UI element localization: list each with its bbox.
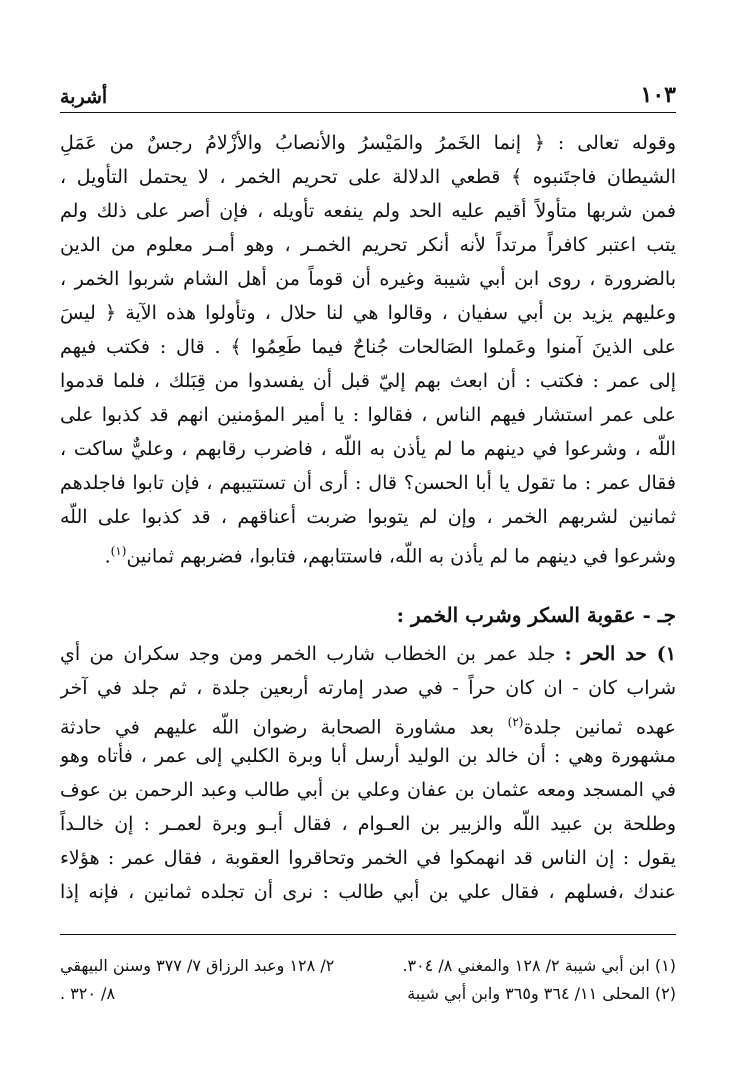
text-line: عندك ،فسلهم ، فقال علي بن أبي طالب : نرى أن تجلده ثمانين ، فإنه إذا [60, 881, 676, 903]
text-line [60, 705, 676, 739]
main-paragraph [60, 126, 676, 568]
text-line [60, 637, 676, 671]
text-line: وعليهم يزيد بن أبي سفيان ، وقالوا هي لنا حلال ، وتأولوا هذه الآية ﴿ ليسَ [60, 302, 676, 324]
text-line: شراب كان - ان كان حراً - في صدر إمارته أربعين جلدة ، ثم جلد في آخر [60, 677, 676, 699]
text-line-last [60, 534, 676, 568]
footnote-row [60, 980, 676, 1008]
text-line: يقول : إن الناس قد انهمكوا في الخمر وتحاقروا العقوبة ، فقال عمر : هؤلاء [60, 847, 676, 869]
text-line: ثمانين لشربهم الخمر ، وإن لم يتوبوا ضربت أعناقهم ، قد كذبوا على اللّه [60, 506, 676, 528]
text-line-content: جلد عمر بن الخطاب شارب الخمر ومن وجد سكران من أي [60, 643, 565, 665]
sub-paragraph [60, 637, 676, 909]
footnote-row [60, 952, 676, 980]
text-line: الشيطان فاجتَنبوه ﴾ قطعي الدلالة على تحريم الخمر ، لا يحتمل التأويل ، [60, 166, 676, 188]
text-line: في المسجد ومعه عثمان بن عفان وعلي بن أبي طالب وعبد الرحمن بن عوف [60, 779, 676, 801]
text-line-content: عهده ثمانين جلدة [523, 716, 676, 739]
text-line: إلى عمر : فكتب : أن ابعث بهم إليّ قبل أن يفسدوا من قِبَلك ، فلما قدموا [60, 370, 676, 392]
footnote-ref: (١) [110, 544, 127, 558]
footnote-divider [60, 934, 676, 935]
running-title: أشربة [60, 86, 108, 108]
text-line: وطلحة بن عبيد اللّه والزبير بن العـوام ، فقال أبـو وبرة لعمـر : إن خالـداً [60, 813, 676, 835]
text-line: بالضرورة ، روى ابن أبي شيبة وغيره أن قوماً من أهل الشام شربوا الخمر ، [60, 268, 676, 290]
footnote-2: (٢) المحلى ١١/ ٣٦٤ و٣٦٥ وابن أبي شيبة [407, 984, 676, 1003]
text-line: وقوله تعالى : ﴿ إنما الخَمرُ والمَيْسرُ والأنصابُ والأزْلامُ رجسٌ من عَمَلِ [60, 132, 676, 154]
text-line-content: وشرعوا في دينهم ما لم يأذن به اللّه، فاستتابهم، فتابوا، فضربهم ثمانين [126, 545, 676, 568]
text-line-content: بعد مشاورة الصحابة رضوان اللّه عليهم في حادثة [60, 716, 508, 739]
text-line: يتب اعتبر كافراً مرتداً لأنه أنكر تحريم الخمـر ، وهو أمـر معلوم من الدين [60, 234, 676, 256]
text-line: على الذينَ آمنوا وعَملوا الصَالحات جُناحٌ فيما طَعِمُوا ﴾ . قال : فكتب فيهم [60, 336, 676, 358]
footnote-continuation: ٢/ ١٢٨ وعبد الرزاق ٧/ ٣٧٧ وسنن البيهقي [60, 956, 335, 975]
sentence-end: . [104, 545, 111, 568]
text-line: فقال عمر : ما تقول يا أبا الحسن؟ قال : أرى أن تستتيبهم ، فإن تابوا فاجلدهم [60, 472, 676, 494]
footnote-1: (١) ابن أبي شيبة ٢/ ١٢٨ والمغني ٨/ ٣٠٤. [402, 956, 676, 975]
footnotes [60, 952, 676, 1008]
footnote-ref: (٢) [507, 715, 524, 729]
subsection-label: ١) حد الحر : [564, 643, 676, 665]
text-line: اللّه ، وشرعوا في دينهم ما لم يأذن به اللّه ، فاضرب رقابهم ، وعليٌّ ساكت ، [60, 438, 676, 460]
text-line: على عمر استشار فيهم الناس ، فقالوا : يا أمير المؤمنين انهم قد كذبوا على [60, 404, 676, 426]
section-heading: جـ - عقوبة السكر وشرب الخمر : [396, 603, 676, 627]
page-header [60, 82, 676, 113]
text-line: فمن شربها متأولاً أقيم عليه الحد ولم ينفعه تأويله ، فإن أصر على ذلك ولم [60, 200, 676, 222]
text-line: مشهورة وهي : أن خالد بن الوليد أرسل أبا وبرة الكلبي إلى عمر ، فأتاه وهو [60, 745, 676, 767]
footnote-continuation: ٨/ ٣٢٠ . [60, 984, 116, 1003]
page-number: ١٠٣ [640, 82, 676, 108]
